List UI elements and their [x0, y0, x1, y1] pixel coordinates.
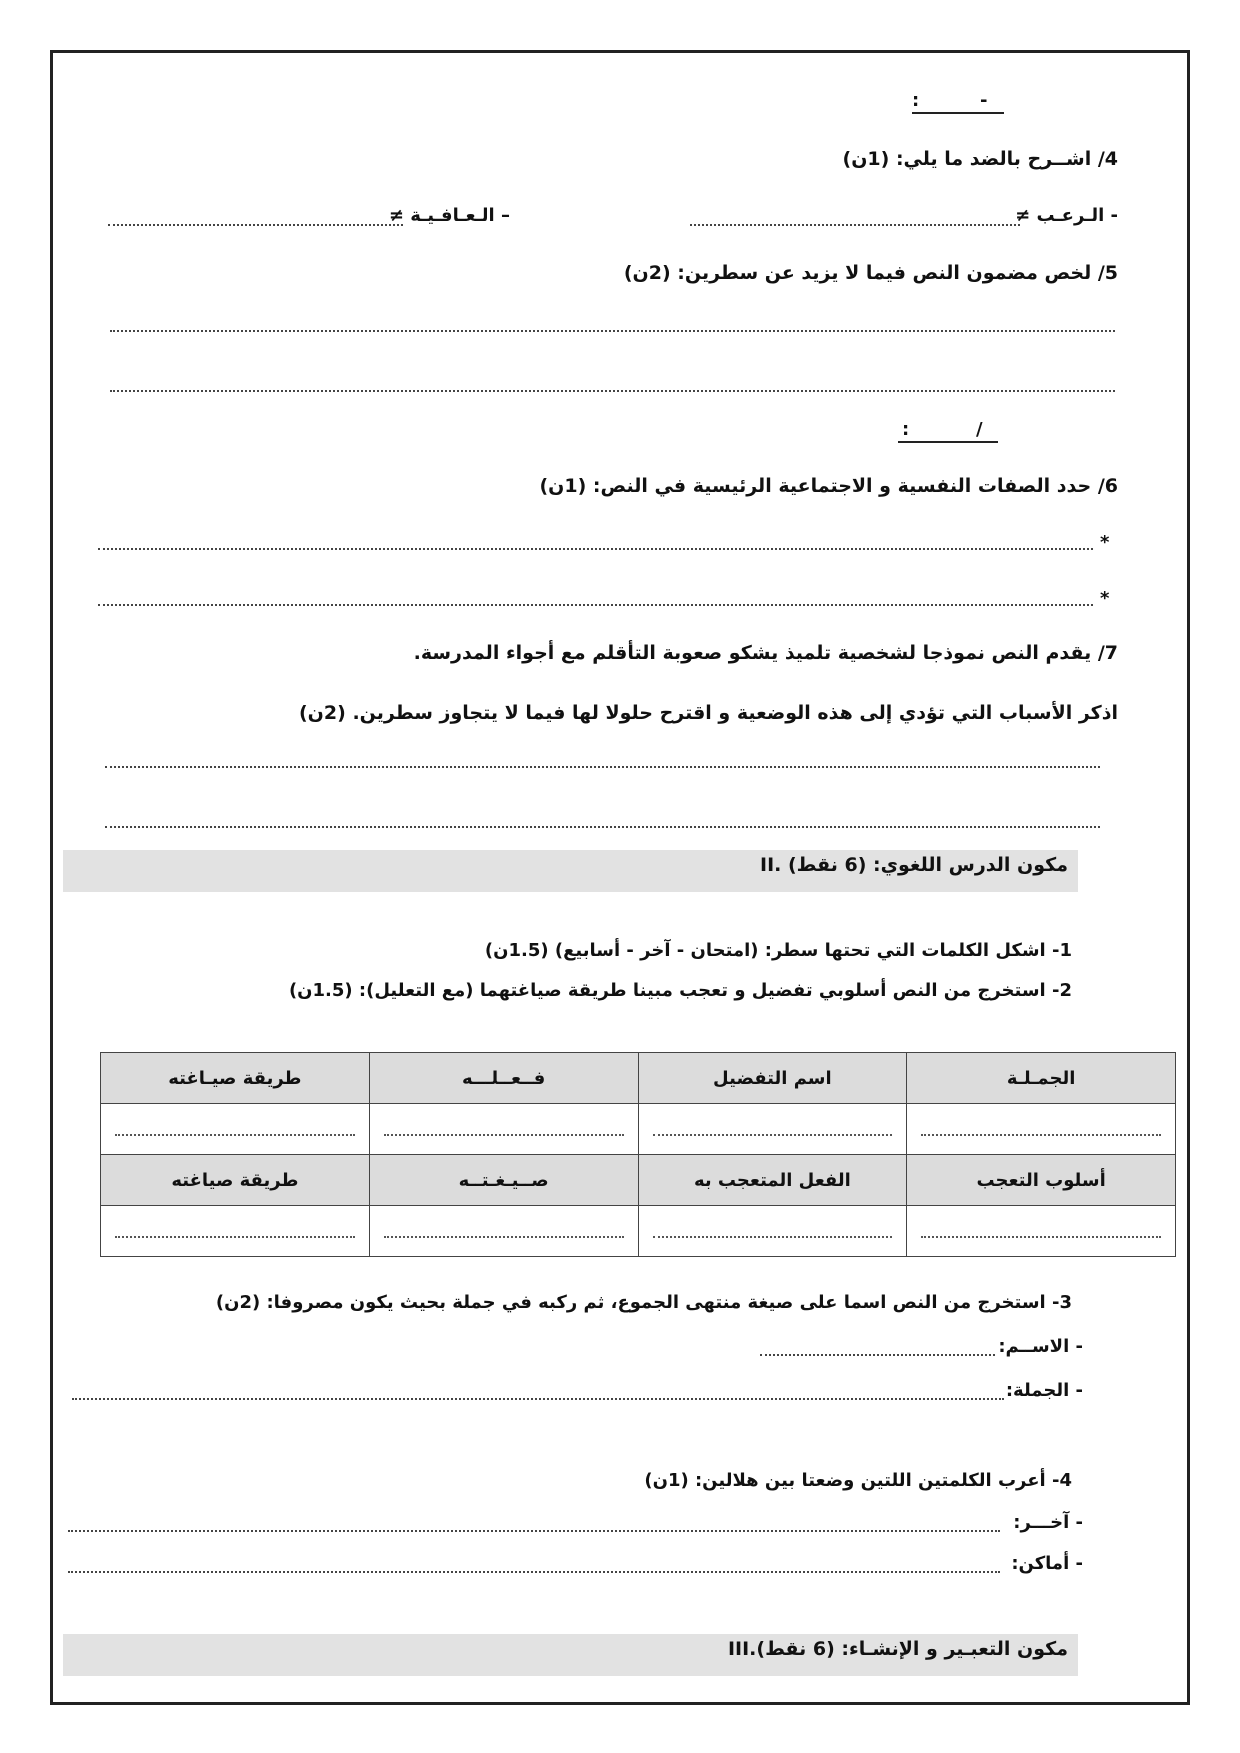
- table-header-cell: الجمـلـة: [907, 1053, 1176, 1104]
- mid-mark: : /: [898, 421, 998, 443]
- section-2-title: II. مكون الدرس اللغوي: (6 نقط): [760, 854, 1068, 876]
- question-7-title: 7/ يقدم النص نموذجا لشخصية تلميذ يشكو صعوبة التأقلم مع أجواء المدرسة.: [413, 642, 1118, 664]
- q4-answer-line-1[interactable]: [690, 224, 1020, 226]
- table-answer-cell[interactable]: [907, 1104, 1176, 1155]
- table-answer-cell[interactable]: [638, 1206, 907, 1257]
- table-header-cell: أسلوب التعجب: [907, 1155, 1176, 1206]
- q6-answer-line-1[interactable]: [98, 548, 1093, 550]
- q7-answer-line-2[interactable]: [105, 826, 1100, 828]
- q3-name-answer-line[interactable]: [760, 1354, 995, 1356]
- table-answer-cell[interactable]: [369, 1206, 638, 1257]
- q4-item-health: – الـعـافـيـة ≠: [388, 205, 510, 226]
- section-2-question-1: 1- اشكل الكلمات التي تحتها سطر: (امتحان - آخر - أسابيع) (1.5ن): [484, 940, 1072, 961]
- section-3-title: III.مكون التعبـير و الإنشـاء: (6 نقط): [727, 1638, 1068, 1660]
- table-header-cell: صــيـغـتــه: [369, 1155, 638, 1206]
- section-3-banner: [63, 1634, 1078, 1676]
- table-header-cell: فــعــلـــه: [369, 1053, 638, 1104]
- analysis-table: [100, 1052, 1176, 1257]
- q4-word-2-label: - أماكن:: [1011, 1553, 1083, 1574]
- question-7-instruction: اذكر الأسباب التي تؤدي إلى هذه الوضعية و اقترح حلولا لها فيما لا يتجاوز سطرين. (2ن): [299, 702, 1118, 724]
- q6-answer-line-2[interactable]: [98, 604, 1093, 606]
- question-6-title: 6/ حدد الصفات النفسية و الاجتماعية الرئيسية في النص: (1ن): [539, 475, 1118, 497]
- question-4-title: 4/ اشــرح بالضد ما يلي: (1ن): [842, 148, 1118, 170]
- table-answer-cell[interactable]: [638, 1104, 907, 1155]
- section-2-question-2: 2- استخرج من النص أسلوبي تفضيل و تعجب مبينا طريقة صياغتهما (مع التعليل): (1.5ن): [288, 980, 1072, 1001]
- table-header-row-2: [101, 1155, 1176, 1206]
- section-2-question-3: 3- استخرج من النص اسما على صيغة منتهى الجموع، ثم ركبه في جملة بحيث يكون مصروفا: (2ن): [215, 1292, 1072, 1313]
- q4-item-fear: - الـرعـب ≠: [1015, 205, 1118, 226]
- table-answer-cell[interactable]: [101, 1206, 370, 1257]
- q3-sentence-label: - الجملة:: [1005, 1380, 1083, 1401]
- q4-word-2-answer-line[interactable]: [68, 1571, 1000, 1573]
- q4-word-1-label: - آخـــر:: [1013, 1512, 1083, 1533]
- table-header-cell: اسم التفضيل: [638, 1053, 907, 1104]
- top-mark-colon: : -: [912, 92, 1004, 114]
- q7-answer-line-1[interactable]: [105, 766, 1100, 768]
- q5-answer-line-2[interactable]: [110, 390, 1115, 392]
- table-header-row-1: [101, 1053, 1176, 1104]
- table-header-cell: الفعل المتعجب به: [638, 1155, 907, 1206]
- table-answer-row-1: [101, 1104, 1176, 1155]
- q4-answer-line-2[interactable]: [108, 224, 403, 226]
- q5-answer-line-1[interactable]: [110, 330, 1115, 332]
- table-header-cell: طريقة صياغته: [101, 1155, 370, 1206]
- table-header-cell: طريقة صيـاغته: [101, 1053, 370, 1104]
- table-answer-cell[interactable]: [907, 1206, 1176, 1257]
- q3-sentence-answer-line[interactable]: [72, 1398, 1004, 1400]
- section-2-question-4: 4- أعرب الكلمتين اللتين وضعتا بين هلالين: (1ن): [644, 1470, 1072, 1491]
- q6-bullet-1: *: [1100, 532, 1110, 553]
- q4-word-1-answer-line[interactable]: [68, 1530, 1000, 1532]
- table-answer-row-2: [101, 1206, 1176, 1257]
- q3-name-label: - الاســم:: [998, 1336, 1083, 1357]
- question-5-title: 5/ لخص مضمون النص فيما لا يزيد عن سطرين: (2ن): [623, 262, 1118, 284]
- section-2-banner: [63, 850, 1078, 892]
- q6-bullet-2: *: [1100, 588, 1110, 609]
- table-answer-cell[interactable]: [101, 1104, 370, 1155]
- table-answer-cell[interactable]: [369, 1104, 638, 1155]
